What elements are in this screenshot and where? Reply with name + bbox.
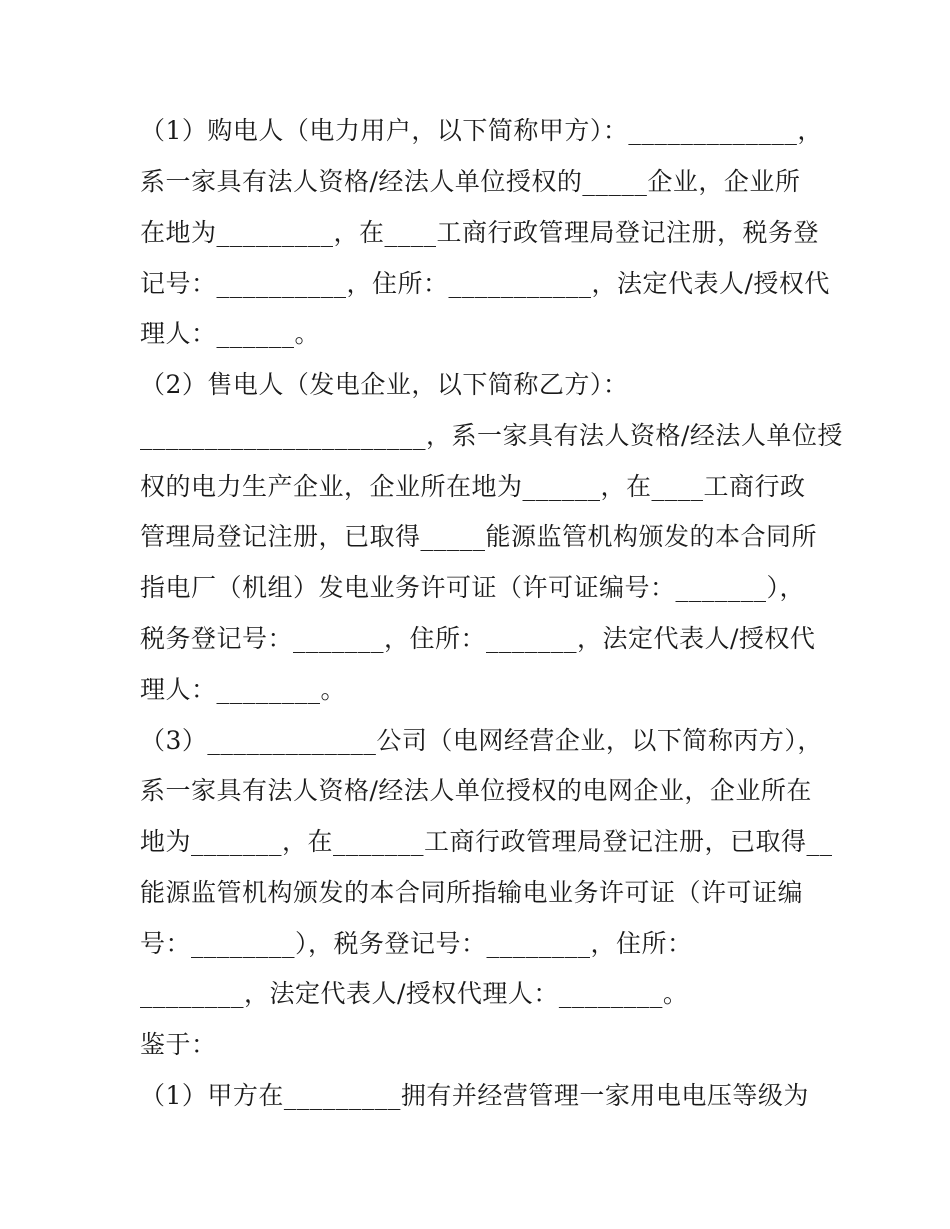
text-line: ______________________，系一家具有法人资格/经法人单位授: [140, 421, 843, 450]
text-line: ________，法定代表人/授权代理人：________。: [140, 979, 689, 1008]
text-line: （1）购电人（电力用户，以下简称甲方）：_____________，: [140, 116, 823, 145]
text-line: 理人：________。: [140, 675, 347, 704]
text-line: （3）_____________公司（电网经营企业，以下简称丙方），: [140, 726, 823, 755]
text-line: 税务登记号：_______，住所：_______，法定代表人/授权代: [140, 624, 816, 653]
text-line: 号：________），税务登记号：________，住所：: [140, 929, 693, 958]
text-line: 指电厂（机组）发电业务许可证（许可证编号：_______），: [140, 573, 806, 602]
text-line: 地为_______，在_______工商行政管理局登记注册，已取得__: [140, 827, 833, 856]
text-line: 能源监管机构颁发的本合同所指输电业务许可证（许可证编: [140, 878, 804, 907]
text-line: 系一家具有法人资格/经法人单位授权的电网企业，企业所在: [140, 776, 812, 805]
text-line: 记号：__________，住所：___________，法定代表人/授权代: [140, 269, 830, 298]
text-line: 理人：______。: [140, 319, 321, 348]
text-line: 权的电力生产企业，企业所在地为______，在____工商行政: [140, 472, 806, 501]
text-line: 在地为_________，在____工商行政管理局登记注册，税务登: [140, 218, 820, 247]
text-line: （1）甲方在_________拥有并经营管理一家用电电压等级为: [140, 1081, 809, 1110]
text-line: （2）售电人（发电企业，以下简称乙方）：: [140, 370, 629, 399]
text-line: 系一家具有法人资格/经法人单位授权的_____企业，企业所: [140, 167, 801, 196]
text-line: 管理局登记注册，已取得_____能源监管机构颁发的本合同所: [140, 522, 818, 551]
text-line: 鉴于：: [140, 1030, 217, 1059]
